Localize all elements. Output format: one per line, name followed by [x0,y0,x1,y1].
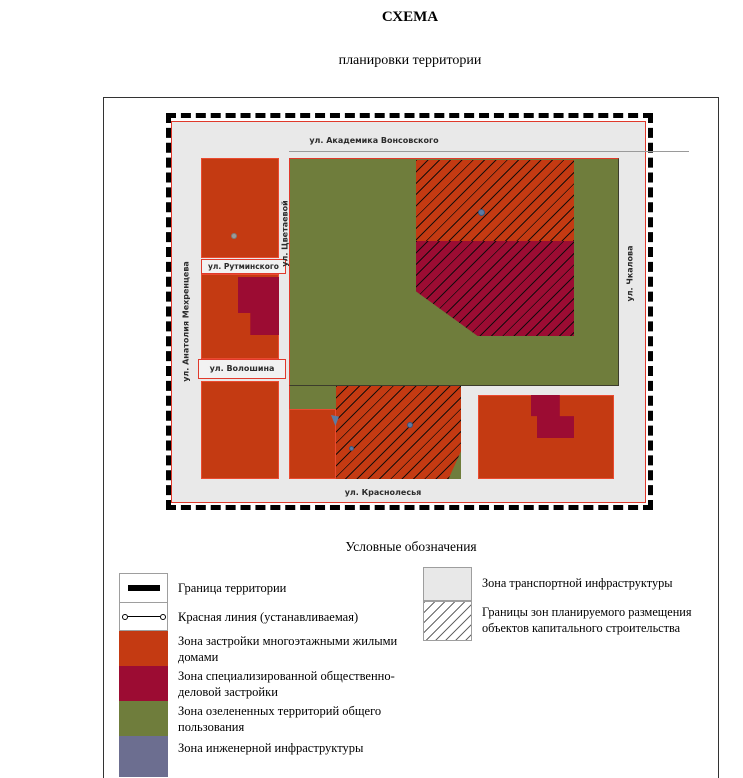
hatched-zone-residential-northeast [416,160,574,241]
legend-right-column [423,567,710,641]
street-strip-rutminskogo [201,259,286,274]
street-edge-line [289,151,689,152]
zone-residential-south-small [289,409,336,479]
legend-label: Границы зон планируемого размещения объектов капитального строительства [482,605,692,635]
residential-zone-swatch [119,631,168,666]
street-label-rutminskogo: ул. Рутминского [208,262,279,271]
street-label-krasnolesya: ул. Краснолесья [344,488,422,497]
legend-item-engineering [119,736,423,777]
legend-left-column [119,573,423,777]
legend-item-green [119,701,423,736]
red-line-swatch [119,602,168,631]
legend-item-residential [119,631,423,666]
legend-item-territory-boundary [119,573,423,603]
legend-item-business [119,666,423,701]
green-zone-swatch [119,701,168,736]
legend-label: Граница территории [178,581,287,595]
legend-label: Красная линия (устанавливаемая) [178,609,359,624]
legend-label: Зона инженерной инфраструктуры [178,741,364,755]
document-title: СХЕМА [381,9,439,25]
legend-label: Зона специализированной общественно-деловой застройки [178,669,395,699]
zone-residential-northwest [201,158,279,258]
legend-label: Зона транспортной инфраструктуры [482,576,673,591]
marker-dot-gray [231,233,237,239]
hatched-zone-residential-south [336,386,461,479]
territory-boundary-swatch [119,573,168,603]
legend-item-red-line [119,602,423,631]
engineering-infrastructure-marker [478,209,485,216]
red-line-icon [122,614,166,620]
engineering-zone-swatch [119,736,168,777]
hatched-zone-swatch [423,601,472,641]
legend [103,527,719,778]
street-label-voloshina: ул. Волошина [209,364,275,373]
legend-item-planned-placement [423,601,710,641]
legend-item-transport [423,567,710,601]
zone-green-southwest-extension [289,386,336,409]
street-strip-voloshina [198,359,286,379]
legend-label: Зона озелененных территорий общего пользования [178,704,382,734]
map-figure [103,97,719,529]
zone-residential-southwest [201,381,279,479]
engineering-infrastructure-marker [407,422,413,428]
transport-zone-swatch [423,567,472,601]
engineering-infrastructure-marker [349,446,354,451]
business-zone-swatch [119,666,168,701]
street-label-tsvetaevoy: ул. Цветаевой [280,200,290,267]
legend-heading: Условные обозначения [345,539,477,554]
street-label-mehrentseva: ул. Анатолия Мехренцева [181,261,191,382]
street-label-vonsovskogo: ул. Академика Вонсовского [309,136,439,145]
street-label-chkalova: ул. Чкалова [625,245,635,302]
legend-label: Зона застройки многоэтажными жилыми домами [178,634,398,664]
document-subtitle: планировки территории [338,53,482,68]
boundary-line-icon [128,585,160,591]
